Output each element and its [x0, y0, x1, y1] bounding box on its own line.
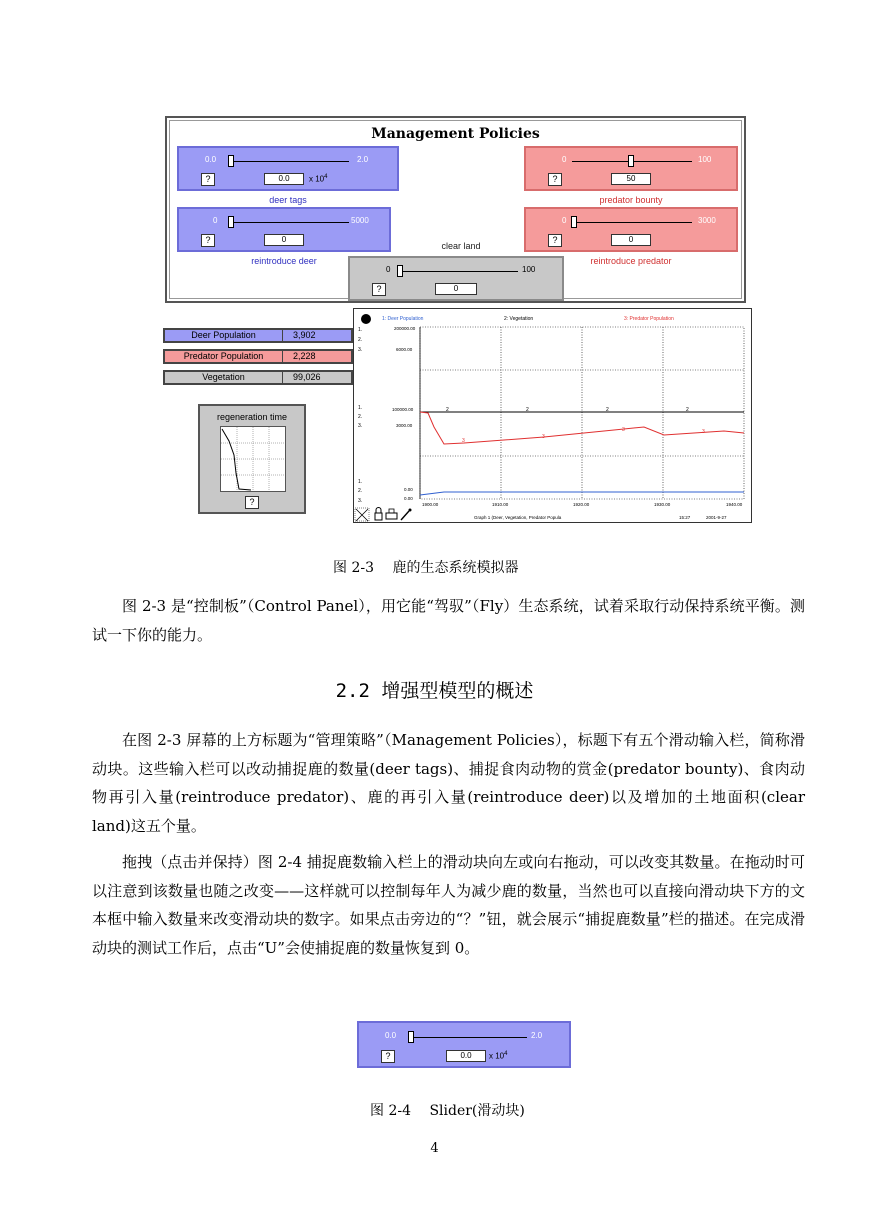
help-button[interactable]: ? [201, 234, 215, 247]
deer-tags-caption: deer tags [269, 195, 307, 205]
display-label: Vegetation [165, 372, 283, 383]
y-label: 100000.00 [392, 407, 414, 412]
svg-text:2.: 2. [358, 488, 363, 494]
slider-track[interactable] [229, 222, 349, 223]
svg-text:2: 2 [446, 407, 449, 413]
help-button[interactable]: ? [245, 496, 259, 509]
y-label: 0.00 [404, 487, 413, 492]
regen-curve [221, 427, 285, 491]
value-field[interactable]: 0 [435, 283, 477, 295]
slider-knob[interactable] [228, 155, 234, 167]
graph-date: 2001-9-27 [706, 515, 727, 520]
value-field[interactable]: 0 [264, 234, 304, 246]
help-button[interactable]: ? [201, 173, 215, 186]
svg-text:3.: 3. [358, 498, 363, 504]
regen-plot [220, 426, 286, 492]
slider-track[interactable] [398, 271, 518, 272]
x-tick: 1920.00 [573, 502, 590, 507]
x-tick: 1900.00 [422, 502, 439, 507]
slider-max: 2.0 [357, 155, 369, 164]
vegetation-display [163, 370, 353, 385]
svg-text:3: 3 [702, 429, 705, 435]
slider-knob[interactable] [408, 1031, 414, 1043]
slider-track[interactable] [409, 1037, 527, 1038]
svg-text:1.: 1. [358, 405, 363, 411]
figure-2-3-caption: 图 2-3 鹿的生态系统模拟器 [333, 560, 519, 576]
unit-label: x $10^4$ [489, 1051, 508, 1061]
regen-title: regeneration time [216, 412, 288, 422]
svg-text:3.: 3. [358, 347, 363, 353]
population-graph [353, 308, 752, 523]
slider-max: 5000 [351, 216, 369, 225]
help-button[interactable]: ? [381, 1050, 395, 1063]
lock-icon[interactable] [375, 508, 382, 521]
svg-text:3.: 3. [358, 423, 363, 429]
svg-text:3: 3 [622, 427, 625, 433]
display-value: 3,902 [293, 330, 316, 340]
value-field[interactable]: 0.0 [446, 1050, 486, 1062]
wand-icon[interactable] [401, 509, 412, 521]
value-field[interactable]: 0 [611, 234, 651, 246]
slider-min: 0 [213, 216, 218, 225]
regeneration-time-box[interactable] [198, 404, 306, 514]
display-value: 99,026 [293, 372, 321, 382]
x-tick: 1940.00 [726, 502, 743, 507]
svg-text:2.: 2. [358, 414, 363, 420]
help-button[interactable]: ? [548, 173, 562, 186]
x-tick: 1910.00 [492, 502, 509, 507]
section-heading: 2.2 增强型模型的概述 [335, 680, 534, 702]
help-button[interactable]: ? [548, 234, 562, 247]
display-value: 2,228 [293, 351, 316, 361]
predator-bounty-caption: predator bounty [599, 195, 663, 205]
svg-text:3: 3 [462, 438, 465, 444]
display-label: Deer Population [165, 330, 283, 341]
svg-text:1.: 1. [358, 327, 363, 333]
y-label: 3000.00 [396, 423, 413, 428]
slider-min: 0 [386, 265, 391, 274]
slider-knob[interactable] [628, 155, 634, 167]
legend-deer: 1: Deer Population [382, 316, 424, 322]
display-label: Predator Population [165, 351, 283, 362]
slider-max: 2.0 [531, 1031, 543, 1040]
reintroduce-deer-slider[interactable] [177, 207, 391, 252]
slider-knob[interactable] [571, 216, 577, 228]
paragraph-3: 拖拽（点击并保持）图 2-4 捕捉鹿数输入栏上的滑动块向左或向右拖动，可以改变其数量。在拖动时可以注意到该数量也随之改变——这样就可以控制每年人为减少鹿的数量，当然也可以直接向滑动块下方的文本框中输入数量来改变滑动块的数字。如果点击旁边的“？”钮，就会展示“捕捉鹿数量”栏的描述。在完成滑动块的测试工作后，点击“U”会使捕捉鹿的数量恢复到 0。 [92, 853, 805, 957]
slider-min: 0.0 [385, 1031, 397, 1040]
slider-max: 3000 [698, 216, 716, 225]
page-number: 4 [430, 1141, 439, 1156]
slider-track[interactable] [572, 222, 692, 223]
slider-min: 0 [562, 216, 567, 225]
y-label: 6000.00 [396, 347, 413, 352]
svg-text:2: 2 [606, 407, 609, 413]
reintroduce-deer-caption: reintroduce deer [251, 256, 317, 266]
svg-text:2: 2 [526, 407, 529, 413]
figure-2-4-slider[interactable] [357, 1021, 571, 1068]
graph-time: 15:27 [679, 515, 691, 520]
deer-population-display [163, 328, 353, 343]
predator-population-display [163, 349, 353, 364]
y-label: 200000.00 [394, 326, 416, 331]
slider-min: 0 [562, 155, 567, 164]
predator-bounty-slider[interactable] [524, 146, 738, 191]
svg-text:2.: 2. [358, 337, 363, 343]
clear-land-slider[interactable] [348, 256, 564, 301]
x-tick: 1930.00 [654, 502, 671, 507]
legend-vegetation: 2: Vegetation [504, 316, 534, 322]
reintroduce-predator-slider[interactable] [524, 207, 738, 252]
slider-track[interactable] [229, 161, 349, 162]
graph-page-icon[interactable] [361, 314, 371, 324]
slider-knob[interactable] [397, 265, 403, 277]
svg-text:1.: 1. [358, 479, 363, 485]
clear-land-caption: clear land [441, 241, 481, 251]
graph-footer: Graph 1 (Deer, Vegetation, Predator Popula [474, 515, 562, 520]
print-icon[interactable] [386, 509, 397, 519]
slider-knob[interactable] [228, 216, 234, 228]
value-field[interactable]: 0.0 [264, 173, 304, 185]
deer-tags-slider[interactable] [177, 146, 399, 191]
scale-tool-icon[interactable] [355, 508, 369, 521]
legend-predator: 3: Predator Population [624, 316, 674, 322]
value-field[interactable]: 50 [611, 173, 651, 185]
slider-max: 100 [522, 265, 536, 274]
slider-min: 0.0 [205, 155, 217, 164]
y-label: 0.00 [404, 496, 413, 501]
panel-title: Management Policies [371, 126, 540, 142]
paragraph-1: 图 2-3 是“控制板”（Control Panel），用它能“驾驭”（Fly）生态系统，试着采取行动保持系统平衡。测试一下你的能力。 [92, 597, 805, 644]
unit-label: x $10^4$ [309, 174, 328, 184]
reintroduce-predator-caption: reintroduce predator [590, 256, 672, 266]
svg-text:2: 2 [686, 407, 689, 413]
paragraph-2: 在图 2-3 屏幕的上方标题为“管理策略”（Management Policies），标题下有五个滑动输入栏，简称滑动块。这些输入栏可以改动捕捉鹿的数量(deer tags)、捕捉食肉动物的赏金(predator bounty)、食肉动物再引入量(reintroduce predator)、鹿的再引入量(reintroduce deer)以及增加的土地面积(clear land)这五个量。 [92, 731, 805, 835]
svg-text:3: 3 [542, 434, 545, 440]
figure-2-4-caption: 图 2-4 Slider(滑动块) [370, 1103, 525, 1119]
management-policies-panel [165, 116, 746, 303]
slider-max: 100 [698, 155, 712, 164]
plot-grid [420, 327, 744, 499]
help-button[interactable]: ? [372, 283, 386, 296]
